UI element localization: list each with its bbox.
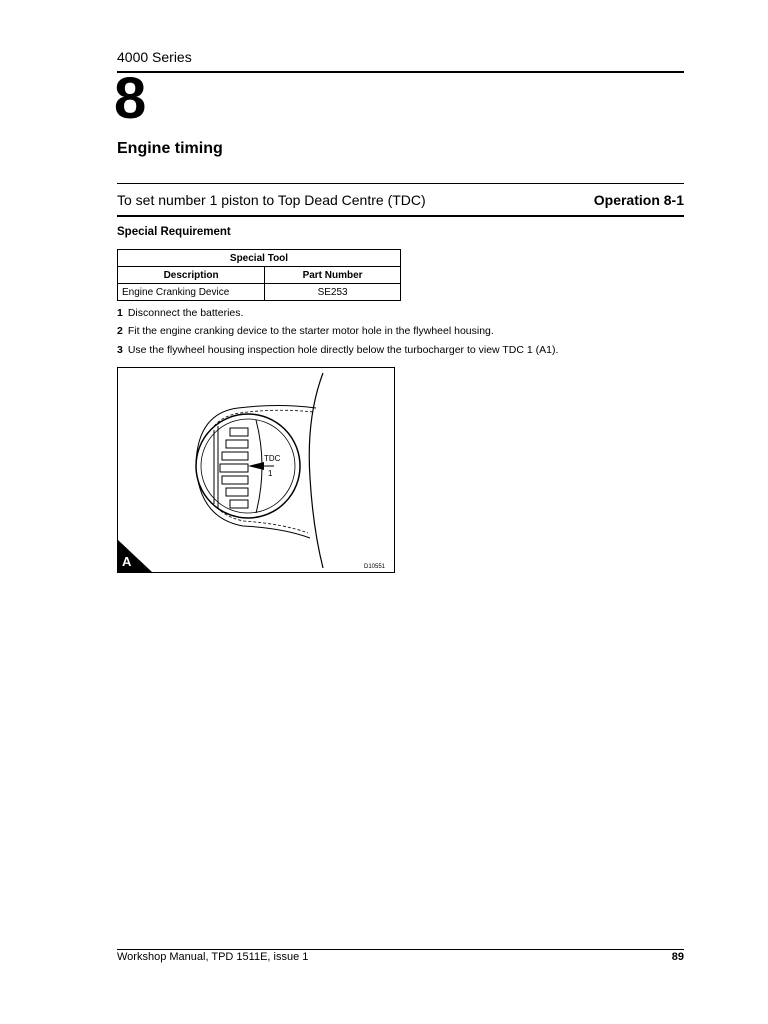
table-caption-row (118, 250, 401, 267)
step-text: Disconnect the batteries. (127, 307, 244, 319)
step-number: 1 (117, 307, 123, 319)
operation-number: Operation 8-1 (593, 192, 684, 208)
table-cell-description: Engine Cranking Device (118, 284, 265, 301)
table-row (118, 284, 401, 301)
table-header-row (118, 267, 401, 284)
column-header-description: Description (118, 267, 265, 284)
flywheel-inspection-figure (117, 367, 395, 573)
figure-label: A (122, 554, 132, 569)
step-number: 2 (117, 325, 123, 337)
footer-text: Workshop Manual, TPD 1511E, issue 1 (117, 951, 309, 963)
operation-bottom-rule (117, 215, 684, 217)
footer-rule (117, 949, 684, 950)
step-text: Use the flywheel housing inspection hole directly below the turbocharger to view TDC 1 (A1). (127, 344, 559, 356)
operation-top-rule (117, 183, 684, 184)
special-requirement-heading: Special Requirement (117, 226, 231, 238)
table-caption: Special Tool (118, 250, 401, 267)
tdc-callout: TDC (264, 454, 281, 463)
step-text: Fit the engine cranking device to the starter motor hole in the flywheel housing. (127, 325, 494, 337)
operation-description: To set number 1 piston to Top Dead Centre (TDC) (117, 192, 426, 208)
step-3 (117, 344, 558, 356)
chapter-number: 8 (114, 66, 147, 131)
tdc-callout-number: 1 (268, 469, 273, 478)
column-header-part-number: Part Number (265, 267, 401, 284)
step-number: 3 (117, 344, 123, 356)
series-header: 4000 Series (117, 49, 192, 65)
page-number: 89 (671, 951, 684, 963)
special-tool-table (117, 249, 401, 301)
figure-reference: D10551 (364, 564, 386, 570)
header-rule (117, 71, 684, 73)
table-cell-part-number: SE253 (265, 284, 401, 301)
step-2 (117, 325, 494, 337)
chapter-title: Engine timing (117, 140, 223, 157)
step-1 (117, 307, 243, 319)
flywheel-illustration (118, 368, 394, 572)
